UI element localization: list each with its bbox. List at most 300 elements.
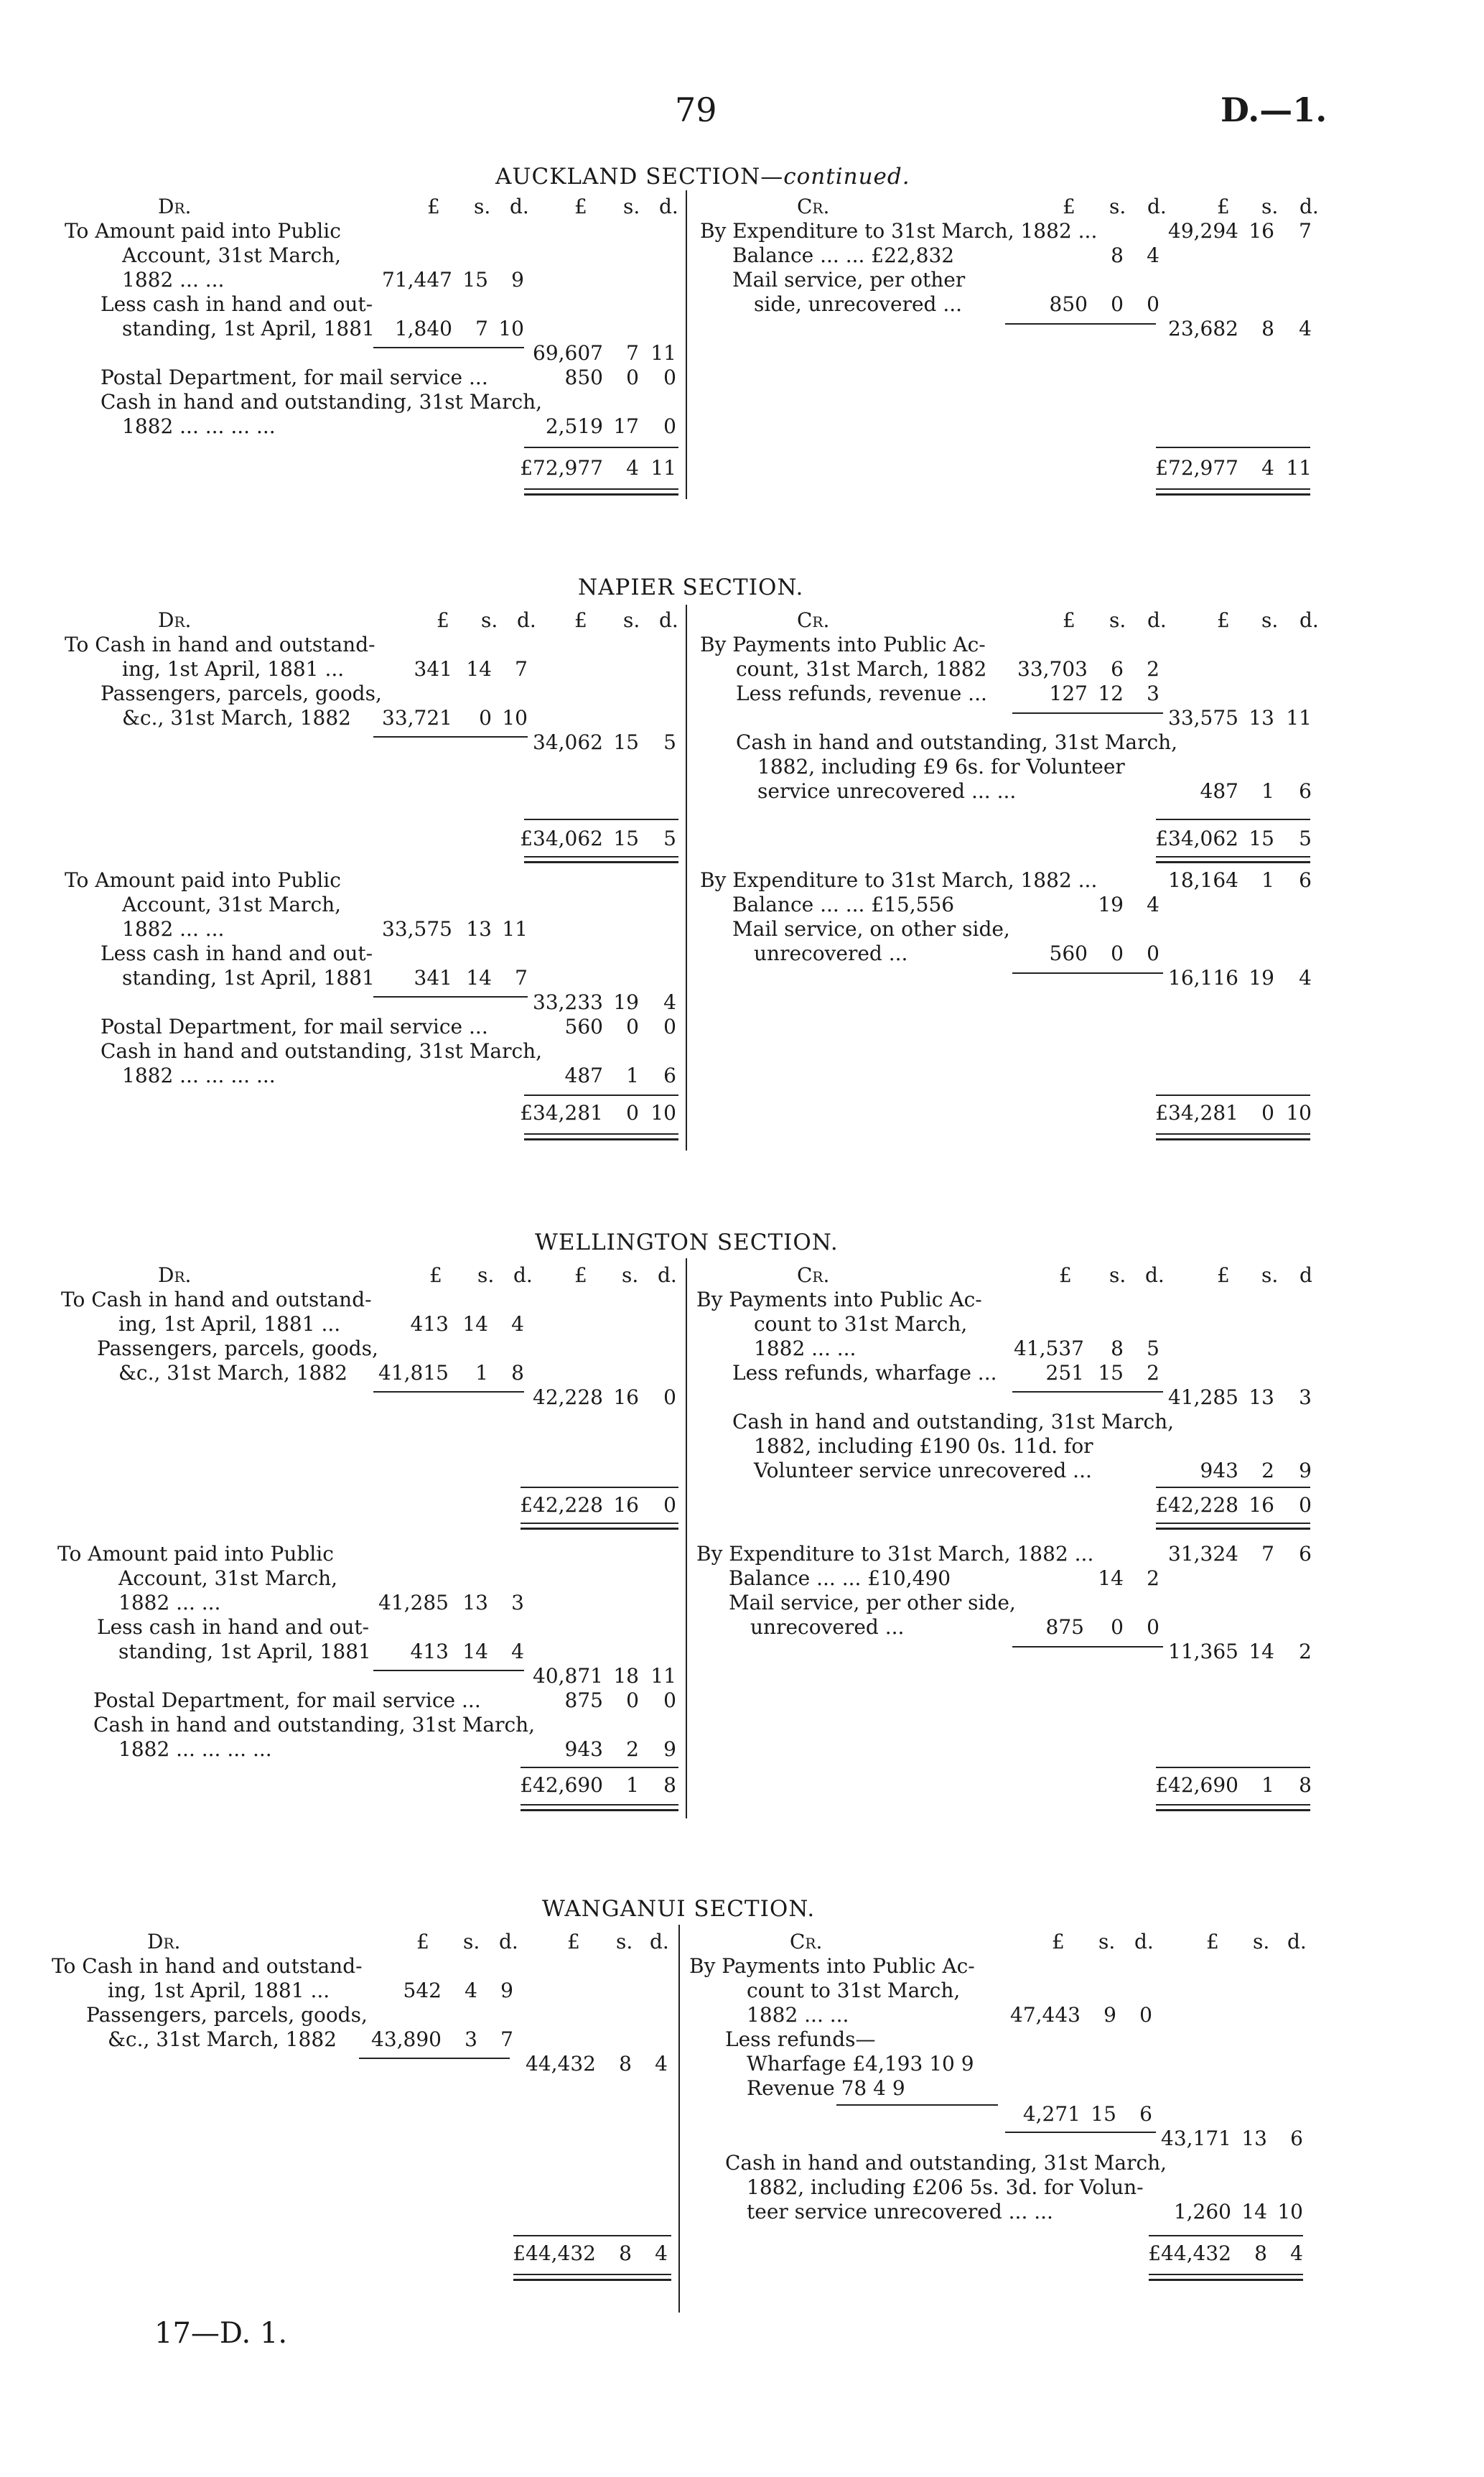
dr-header: Dr. bbox=[158, 195, 192, 218]
amount-shillings: 19 bbox=[613, 990, 639, 1014]
amount-shillings: 8 bbox=[1111, 243, 1124, 267]
amount-pence: 0 bbox=[1139, 2003, 1152, 2027]
amount-pounds: 4,271 bbox=[1022, 2102, 1081, 2126]
ledger-line: &c., 31st March, 1882 bbox=[122, 706, 351, 730]
total-shillings: 8 bbox=[619, 2241, 632, 2265]
ledger-line: Cash in hand and outstanding, 31st March, bbox=[93, 1713, 536, 1737]
cr-header: Cr. bbox=[797, 608, 830, 632]
total-rule bbox=[1156, 1767, 1310, 1768]
amount-pence: 11 bbox=[650, 1664, 676, 1688]
total-shillings: 8 bbox=[1254, 2241, 1267, 2265]
amount-pounds: 542 bbox=[403, 1979, 442, 2002]
s-header: s. bbox=[1098, 1930, 1116, 1953]
d-header: d. bbox=[499, 1930, 518, 1953]
amount-pence: 0 bbox=[663, 1688, 676, 1712]
subtotal-rule bbox=[1012, 972, 1163, 974]
subtotal-rule bbox=[373, 996, 528, 998]
amount-pounds: 1,260 bbox=[1173, 2200, 1231, 2223]
document-reference: D.—1. bbox=[1221, 90, 1327, 129]
pound-header: £ bbox=[567, 1930, 580, 1953]
s-header: s. bbox=[1261, 195, 1279, 218]
ledger-line: By Expenditure to 31st March, 1882 ... bbox=[700, 219, 1098, 243]
dr-header: Dr. bbox=[158, 608, 192, 632]
total-shillings: 4 bbox=[626, 456, 639, 480]
ledger-line: Less refunds— bbox=[725, 2027, 876, 2051]
ledger-line: 1882 ... ... bbox=[122, 268, 225, 292]
amount-pence: 2 bbox=[1147, 1361, 1159, 1385]
ledger-line: Postal Department, for mail service ... bbox=[101, 1015, 488, 1038]
total-pounds: £72,977 bbox=[520, 456, 603, 480]
amount-shillings: 16 bbox=[613, 1385, 639, 1409]
dr-header: Dr. bbox=[158, 1263, 192, 1287]
amount-pounds: 41,537 bbox=[1014, 1337, 1084, 1360]
subtotal-rule bbox=[1012, 1391, 1163, 1393]
total-double-rule bbox=[524, 488, 678, 496]
ledger-line: To Amount paid into Public bbox=[65, 868, 341, 892]
subtotal-rule bbox=[373, 1670, 524, 1671]
total-double-rule bbox=[1156, 1523, 1310, 1530]
total-rule bbox=[521, 1767, 678, 1768]
amount-shillings: 0 bbox=[626, 1688, 639, 1712]
total-pounds: £42,228 bbox=[520, 1493, 603, 1517]
amount-shillings: 13 bbox=[466, 917, 492, 941]
amount-pounds: 33,575 bbox=[382, 917, 452, 941]
subtotal-rule bbox=[1005, 323, 1156, 325]
subtotal-rule bbox=[1005, 2132, 1156, 2133]
ledger-line: Volunteer service unrecovered ... bbox=[754, 1459, 1092, 1482]
pound-header: £ bbox=[416, 1930, 429, 1953]
amount-shillings: 13 bbox=[1241, 2127, 1267, 2150]
ledger-line: ing, 1st April, 1881 ... bbox=[108, 1979, 330, 2002]
total-double-rule bbox=[521, 1804, 678, 1811]
amount-shillings: 0 bbox=[1111, 942, 1124, 965]
amount-pounds: 18,164 bbox=[1168, 868, 1238, 892]
amount-pence: 0 bbox=[663, 1015, 676, 1038]
total-rule bbox=[524, 819, 678, 820]
amount-pence: 0 bbox=[663, 366, 676, 389]
amount-shillings: 3 bbox=[465, 2027, 477, 2051]
ledger-line: Revenue 78 4 9 bbox=[747, 2076, 905, 2100]
amount-pounds: 43,171 bbox=[1161, 2127, 1231, 2150]
dr-header: Dr. bbox=[147, 1930, 181, 1953]
amount-shillings: 1 bbox=[1261, 779, 1274, 803]
amount-pence: 6 bbox=[663, 1064, 676, 1087]
ledger-line: 1882, including £206 5s. 3d. for Volun- bbox=[747, 2175, 1144, 2199]
d-header: d. bbox=[659, 195, 678, 218]
d-header: d. bbox=[510, 195, 529, 218]
amount-pounds: 33,721 bbox=[382, 706, 452, 730]
total-double-rule bbox=[1156, 1133, 1310, 1140]
total-rule bbox=[1149, 2235, 1303, 2236]
amount-pounds: 127 bbox=[1049, 682, 1088, 705]
total-shillings: 16 bbox=[1249, 1493, 1274, 1517]
amount-pence: 6 bbox=[1139, 2102, 1152, 2126]
ledger-line: Less cash in hand and out- bbox=[101, 942, 373, 965]
amount-pounds: 42,228 bbox=[533, 1385, 603, 1409]
ledger-line: 1882, including £190 0s. 11d. for bbox=[754, 1434, 1093, 1458]
amount-pounds: 33,703 bbox=[1017, 657, 1088, 681]
auckland-title-main: AUCKLAND SECTION— bbox=[495, 164, 784, 190]
subtotal-rule bbox=[373, 347, 524, 348]
amount-pence: 11 bbox=[502, 917, 528, 941]
amount-pounds: 943 bbox=[564, 1737, 603, 1761]
ledger-line: Account, 31st March, bbox=[118, 1566, 338, 1590]
amount-shillings: 14 bbox=[462, 1640, 488, 1663]
ledger-line: ing, 1st April, 1881 ... bbox=[118, 1312, 341, 1336]
ledger-line: count to 31st March, bbox=[747, 1979, 961, 2002]
amount-shillings: 8 bbox=[619, 2052, 632, 2076]
amount-pence: 4 bbox=[1147, 893, 1159, 916]
ledger-line: By Expenditure to 31st March, 1882 ... bbox=[700, 868, 1098, 892]
amount-pence: 7 bbox=[1299, 219, 1312, 243]
amount-pounds: 41,285 bbox=[1168, 1385, 1238, 1409]
amount-pounds: 11,365 bbox=[1168, 1640, 1238, 1663]
ledger-line: Mail service, per other side, bbox=[729, 1591, 1016, 1614]
ledger-line: Less cash in hand and out- bbox=[97, 1615, 370, 1639]
amount-shillings: 7 bbox=[1261, 1542, 1274, 1566]
total-double-rule bbox=[1149, 2274, 1303, 2281]
total-pounds: £44,432 bbox=[513, 2241, 596, 2265]
ledger-line: By Expenditure to 31st March, 1882 ... bbox=[696, 1542, 1094, 1566]
total-pence: 11 bbox=[650, 456, 676, 480]
amount-shillings: 7 bbox=[626, 341, 639, 365]
s-header: s. bbox=[1261, 608, 1279, 632]
ledger-line: Less cash in hand and out- bbox=[101, 292, 373, 316]
amount-shillings: 2 bbox=[626, 1737, 639, 1761]
ledger-line: Cash in hand and outstanding, 31st March, bbox=[725, 2151, 1167, 2175]
total-pounds: £42,228 bbox=[1155, 1493, 1238, 1517]
ledger-line: Mail service, per other bbox=[732, 268, 966, 292]
ledger-line: standing, 1st April, 1881 bbox=[118, 1640, 371, 1663]
ledger-line: 1882 ... ... bbox=[118, 1591, 221, 1614]
s-header: s. bbox=[481, 608, 498, 632]
amount-pence: 4 bbox=[511, 1640, 524, 1663]
total-pence: 5 bbox=[663, 827, 676, 850]
amount-pence: 2 bbox=[1299, 1640, 1312, 1663]
amount-pounds: 487 bbox=[1200, 779, 1238, 803]
wanganui-divider bbox=[678, 1925, 680, 2313]
amount-pounds: 31,324 bbox=[1168, 1542, 1238, 1566]
total-rule bbox=[1156, 819, 1310, 820]
ledger-line: &c., 31st March, 1882 bbox=[118, 1361, 347, 1385]
total-pounds: £34,062 bbox=[1155, 827, 1238, 850]
ledger-line: Cash in hand and outstanding, 31st March, bbox=[732, 1410, 1175, 1433]
amount-shillings: 8 bbox=[1261, 317, 1274, 340]
ledger-line: To Cash in hand and outstand- bbox=[65, 633, 375, 656]
ledger-line: unrecovered ... bbox=[750, 1615, 905, 1639]
d-header: d. bbox=[1299, 195, 1319, 218]
amount-pounds: 850 bbox=[1049, 292, 1088, 316]
amount-pounds: 560 bbox=[564, 1015, 603, 1038]
napier-section-title: NAPIER SECTION. bbox=[578, 575, 804, 600]
ledger-line: unrecovered ... bbox=[754, 942, 908, 965]
total-pounds: £42,690 bbox=[1155, 1773, 1238, 1797]
amount-pence: 10 bbox=[498, 317, 524, 340]
d-header: d. bbox=[658, 1263, 677, 1287]
auckland-title-continued: continued. bbox=[783, 164, 910, 190]
amount-shillings: 18 bbox=[613, 1664, 639, 1688]
total-pence: 10 bbox=[650, 1101, 676, 1125]
amount-pence: 11 bbox=[1286, 706, 1312, 730]
pound-header: £ bbox=[1217, 608, 1230, 632]
wellington-section-title: WELLINGTON SECTION. bbox=[535, 1230, 839, 1255]
amount-pence: 4 bbox=[1299, 317, 1312, 340]
total-double-rule bbox=[1156, 856, 1310, 863]
amount-pence: 9 bbox=[500, 1979, 513, 2002]
total-double-rule bbox=[524, 856, 678, 863]
total-double-rule bbox=[1156, 1804, 1310, 1811]
ledger-line: 1882 ... ... bbox=[754, 1337, 857, 1360]
amount-pounds: 560 bbox=[1049, 942, 1088, 965]
ledger-line: Account, 31st March, bbox=[122, 893, 342, 916]
ledger-line: Passengers, parcels, goods, bbox=[97, 1337, 378, 1360]
amount-pence: 9 bbox=[1299, 1459, 1312, 1482]
ledger-line: Less refunds, wharfage ... bbox=[732, 1361, 997, 1385]
amount-pounds: 943 bbox=[1200, 1459, 1238, 1482]
total-rule bbox=[1156, 1487, 1310, 1488]
s-header: s. bbox=[1109, 1263, 1126, 1287]
wanganui-section-title: WANGANUI SECTION. bbox=[542, 1896, 816, 1922]
total-shillings: 15 bbox=[1249, 827, 1274, 850]
amount-shillings: 2 bbox=[1261, 1459, 1274, 1482]
ledger-line: Postal Department, for mail service ... bbox=[101, 366, 488, 389]
amount-shillings: 8 bbox=[1111, 1337, 1124, 1360]
amount-shillings: 0 bbox=[479, 706, 492, 730]
total-pence: 0 bbox=[663, 1493, 676, 1517]
ledger-line: standing, 1st April, 1881 bbox=[122, 966, 375, 990]
subtotal-rule bbox=[373, 736, 528, 738]
s-header: s. bbox=[622, 1263, 639, 1287]
s-header: s. bbox=[623, 195, 640, 218]
subtotal-rule bbox=[373, 1391, 524, 1393]
amount-pounds: 41,285 bbox=[378, 1591, 449, 1614]
ledger-line: Cash in hand and outstanding, 31st March, bbox=[101, 1039, 543, 1063]
amount-pounds: 850 bbox=[564, 366, 603, 389]
amount-pounds: 413 bbox=[410, 1312, 449, 1336]
total-pounds: £72,977 bbox=[1155, 456, 1238, 480]
amount-pounds: 413 bbox=[410, 1640, 449, 1663]
amount-pence: 2 bbox=[1147, 657, 1159, 681]
amount-pence: 8 bbox=[511, 1361, 524, 1385]
ledger-line: 1882 ... ... ... ... bbox=[118, 1737, 272, 1761]
pound-header: £ bbox=[1217, 1263, 1230, 1287]
ledger-line: Postal Department, for mail service ... bbox=[93, 1688, 481, 1712]
total-pounds: £34,281 bbox=[520, 1101, 603, 1125]
total-pence: 8 bbox=[663, 1773, 676, 1797]
total-shillings: 16 bbox=[613, 1493, 639, 1517]
amount-shillings: 0 bbox=[1111, 292, 1124, 316]
amount-shillings: 19 bbox=[1098, 893, 1124, 916]
amount-shillings: 13 bbox=[1249, 1385, 1274, 1409]
ledger-line: service unrecovered ... ... bbox=[757, 779, 1017, 803]
total-double-rule bbox=[1156, 488, 1310, 496]
ledger-line: To Cash in hand and outstand- bbox=[52, 1954, 363, 1978]
d-header: d. bbox=[513, 1263, 533, 1287]
total-pence: 4 bbox=[655, 2241, 668, 2265]
napier-divider bbox=[686, 605, 687, 1151]
total-shillings: 0 bbox=[1261, 1101, 1274, 1125]
amount-pounds: 2,519 bbox=[545, 414, 603, 438]
amount-pence: 3 bbox=[1147, 682, 1159, 705]
ledger-line: Mail service, on other side, bbox=[732, 917, 1010, 941]
page-number: 79 bbox=[675, 90, 717, 129]
d-header: d. bbox=[659, 608, 678, 632]
ledger-line: By Payments into Public Ac- bbox=[696, 1288, 982, 1311]
ledger-line: ing, 1st April, 1881 ... bbox=[122, 657, 345, 681]
d-header: d. bbox=[1147, 195, 1167, 218]
amount-pence: 7 bbox=[500, 2027, 513, 2051]
amount-shillings: 15 bbox=[613, 730, 639, 754]
cr-header: Cr. bbox=[797, 1263, 830, 1287]
d-header: d. bbox=[517, 608, 536, 632]
amount-shillings: 14 bbox=[1249, 1640, 1274, 1663]
amount-pounds: 1,840 bbox=[394, 317, 452, 340]
amount-pence: 5 bbox=[663, 730, 676, 754]
ledger-line: side, unrecovered ... bbox=[754, 292, 963, 316]
total-pence: 5 bbox=[1299, 827, 1312, 850]
amount-shillings: 13 bbox=[1249, 706, 1274, 730]
amount-pence: 3 bbox=[511, 1591, 524, 1614]
total-double-rule bbox=[524, 1133, 678, 1140]
page-footer: 17—D. 1. bbox=[154, 2317, 288, 2350]
amount-shillings: 15 bbox=[1091, 2102, 1116, 2126]
amount-pounds: 23,682 bbox=[1168, 317, 1238, 340]
s-header: s. bbox=[1261, 1263, 1279, 1287]
amount-pence: 3 bbox=[1299, 1385, 1312, 1409]
amount-pounds: 16,116 bbox=[1168, 966, 1238, 990]
d-header: d. bbox=[1299, 608, 1319, 632]
total-shillings: 1 bbox=[1261, 1773, 1274, 1797]
amount-shillings: 17 bbox=[613, 414, 639, 438]
amount-pounds: 487 bbox=[564, 1064, 603, 1087]
amount-shillings: 1 bbox=[1261, 868, 1274, 892]
amount-shillings: 15 bbox=[462, 268, 488, 292]
d-header: d. bbox=[1147, 608, 1167, 632]
total-shillings: 1 bbox=[626, 1773, 639, 1797]
amount-shillings: 7 bbox=[475, 317, 488, 340]
pound-header: £ bbox=[429, 1263, 442, 1287]
total-shillings: 0 bbox=[626, 1101, 639, 1125]
amount-pence: 10 bbox=[1277, 2200, 1303, 2223]
pound-header: £ bbox=[1063, 608, 1075, 632]
amount-shillings: 0 bbox=[626, 366, 639, 389]
ledger-line: standing, 1st April, 1881 bbox=[122, 317, 375, 340]
ledger-line: Cash in hand and outstanding, 31st March, bbox=[736, 730, 1178, 754]
total-double-rule bbox=[513, 2274, 671, 2281]
total-shillings: 15 bbox=[613, 827, 639, 850]
amount-pence: 0 bbox=[1147, 1615, 1159, 1639]
amount-shillings: 14 bbox=[466, 657, 492, 681]
amount-pounds: 49,294 bbox=[1168, 219, 1238, 243]
ledger-line: To Cash in hand and outstand- bbox=[61, 1288, 372, 1311]
total-pence: 11 bbox=[1286, 456, 1312, 480]
amount-pence: 5 bbox=[1147, 1337, 1159, 1360]
amount-shillings: 19 bbox=[1249, 966, 1274, 990]
ledger-line: Balance ... ... £15,556 bbox=[732, 893, 955, 916]
amount-pence: 11 bbox=[650, 341, 676, 365]
d-header: d. bbox=[650, 1930, 669, 1953]
amount-pounds: 71,447 bbox=[382, 268, 452, 292]
total-rule bbox=[524, 1095, 678, 1096]
d-header: d bbox=[1299, 1263, 1312, 1287]
amount-pence: 0 bbox=[1147, 292, 1159, 316]
pound-header: £ bbox=[1217, 195, 1230, 218]
amount-pence: 6 bbox=[1299, 1542, 1312, 1566]
amount-pence: 0 bbox=[663, 1385, 676, 1409]
ledger-line: Passengers, parcels, goods, bbox=[86, 2003, 368, 2027]
subtotal-rule bbox=[836, 2104, 998, 2106]
pound-header: £ bbox=[437, 608, 449, 632]
amount-pence: 6 bbox=[1299, 779, 1312, 803]
amount-shillings: 1 bbox=[626, 1064, 639, 1087]
amount-pounds: 875 bbox=[564, 1688, 603, 1712]
amount-pounds: 341 bbox=[414, 966, 452, 990]
total-pence: 8 bbox=[1299, 1773, 1312, 1797]
ledger-line: Balance ... ... £10,490 bbox=[729, 1566, 951, 1590]
pound-header: £ bbox=[574, 1263, 587, 1287]
pound-header: £ bbox=[427, 195, 440, 218]
total-pounds: £34,281 bbox=[1155, 1101, 1238, 1125]
pound-header: £ bbox=[574, 608, 587, 632]
total-rule bbox=[524, 447, 678, 448]
amount-pence: 9 bbox=[663, 1737, 676, 1761]
total-rule bbox=[521, 1487, 678, 1488]
total-pounds: £34,062 bbox=[520, 827, 603, 850]
amount-shillings: 15 bbox=[1098, 1361, 1124, 1385]
ledger-line: 1882 ... ... bbox=[747, 2003, 849, 2027]
amount-shillings: 12 bbox=[1098, 682, 1124, 705]
s-header: s. bbox=[474, 195, 491, 218]
ledger-line: 1882 ... ... bbox=[122, 917, 225, 941]
ledger-line: To Amount paid into Public bbox=[65, 219, 341, 243]
total-pence: 0 bbox=[1299, 1493, 1312, 1517]
amount-shillings: 14 bbox=[1098, 1566, 1124, 1590]
amount-pounds: 34,062 bbox=[533, 730, 603, 754]
amount-pence: 7 bbox=[515, 966, 528, 990]
amount-shillings: 9 bbox=[1103, 2003, 1116, 2027]
ledger-line: By Payments into Public Ac- bbox=[689, 1954, 975, 1978]
amount-pounds: 33,233 bbox=[533, 990, 603, 1014]
total-pence: 4 bbox=[1290, 2241, 1303, 2265]
ledger-line: 1882 ... ... ... ... bbox=[122, 1064, 276, 1087]
s-header: s. bbox=[1253, 1930, 1270, 1953]
amount-shillings: 0 bbox=[626, 1015, 639, 1038]
pound-header: £ bbox=[574, 195, 587, 218]
amount-pounds: 43,890 bbox=[371, 2027, 442, 2051]
auckland-divider bbox=[686, 190, 687, 499]
d-header: d. bbox=[1134, 1930, 1154, 1953]
wellington-divider bbox=[686, 1258, 687, 1818]
amount-pence: 4 bbox=[655, 2052, 668, 2076]
amount-pence: 6 bbox=[1299, 868, 1312, 892]
total-pounds: £42,690 bbox=[520, 1773, 603, 1797]
ledger-line: Less refunds, revenue ... bbox=[736, 682, 987, 705]
pound-header: £ bbox=[1059, 1263, 1072, 1287]
s-header: s. bbox=[1109, 195, 1126, 218]
amount-shillings: 4 bbox=[465, 1979, 477, 2002]
ledger-line: 1882 ... ... ... ... bbox=[122, 414, 276, 438]
amount-pounds: 875 bbox=[1045, 1615, 1084, 1639]
amount-pence: 2 bbox=[1147, 1566, 1159, 1590]
amount-shillings: 16 bbox=[1249, 219, 1274, 243]
cr-header: Cr. bbox=[790, 1930, 823, 1953]
s-header: s. bbox=[616, 1930, 633, 1953]
ledger-line: 1882, including £9 6s. for Volunteer bbox=[757, 755, 1125, 779]
amount-pounds: 251 bbox=[1045, 1361, 1084, 1385]
amount-shillings: 0 bbox=[1111, 1615, 1124, 1639]
pound-header: £ bbox=[1052, 1930, 1065, 1953]
amount-shillings: 14 bbox=[1241, 2200, 1267, 2223]
